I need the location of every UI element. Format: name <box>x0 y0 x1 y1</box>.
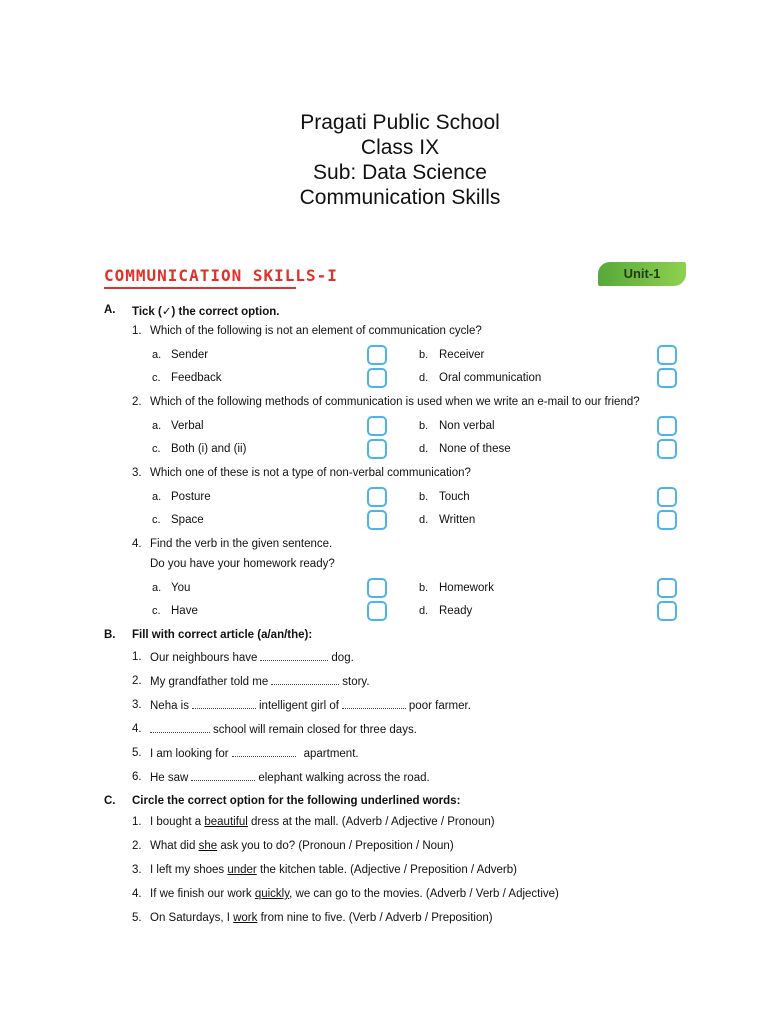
option-text: Space <box>171 514 204 526</box>
unit-badge: Unit-1 <box>598 262 686 286</box>
option-letter: c. <box>152 514 161 526</box>
option-checkbox[interactable] <box>657 439 677 459</box>
unit-title-underline <box>104 287 296 289</box>
option-letter: b. <box>419 420 429 432</box>
item-number: 4. <box>132 723 142 735</box>
question-number: 2. <box>132 396 142 408</box>
option-checkbox[interactable] <box>367 510 387 530</box>
option-letter: d. <box>419 372 429 384</box>
option-checkbox[interactable] <box>657 510 677 530</box>
underlined-sentence: I bought a beautiful dress at the mall. (Adverb / Adjective / Pronoun) <box>150 816 495 828</box>
document-header <box>0 110 768 210</box>
option-letter: c. <box>152 605 161 617</box>
class-name: Class IX <box>360 136 440 159</box>
blank[interactable] <box>232 747 296 757</box>
unit-title: COMMUNICATION SKILLS-I <box>104 266 338 285</box>
question-text: Which of the following is not an element of communication cycle? <box>150 325 482 337</box>
option-letter: a. <box>152 349 162 361</box>
option-text: Non verbal <box>439 420 495 432</box>
option-letter: d. <box>419 443 429 455</box>
topic-name: Communication Skills <box>299 186 501 209</box>
section-b-title: Fill with correct article (a/an/the): <box>132 629 313 641</box>
blank[interactable] <box>271 675 339 685</box>
option-checkbox[interactable] <box>367 439 387 459</box>
item-number: 1. <box>132 651 142 663</box>
option-checkbox[interactable] <box>657 601 677 621</box>
underlined-word: beautiful <box>204 816 248 828</box>
option-checkbox[interactable] <box>367 578 387 598</box>
school-name: Pragati Public School <box>300 111 500 134</box>
section-a-letter: A. <box>104 304 116 316</box>
option-letter: d. <box>419 514 429 526</box>
blank[interactable] <box>191 771 255 781</box>
fill-blank-sentence: Our neighbours have dog. <box>150 652 354 664</box>
question-text: Which one of these is not a type of non-verbal communication? <box>150 467 471 479</box>
question-number: 3. <box>132 467 142 479</box>
option-checkbox[interactable] <box>367 368 387 388</box>
option-text: Feedback <box>171 372 222 384</box>
item-number: 5. <box>132 912 142 924</box>
option-text: You <box>171 582 191 594</box>
option-checkbox[interactable] <box>657 368 677 388</box>
option-checkbox[interactable] <box>367 601 387 621</box>
blank[interactable] <box>342 699 406 709</box>
option-text: None of these <box>439 443 511 455</box>
underlined-word: under <box>227 864 257 876</box>
option-checkbox[interactable] <box>657 487 677 507</box>
option-text: Sender <box>171 349 209 361</box>
subject-name: Sub: Data Science <box>313 161 487 184</box>
option-text: Written <box>439 514 476 526</box>
item-number: 3. <box>132 864 142 876</box>
option-letter: a. <box>152 582 162 594</box>
option-letter: c. <box>152 443 161 455</box>
underlined-sentence: What did she ask you to do? (Pronoun / Preposition / Noun) <box>150 840 454 852</box>
option-text: Oral communication <box>439 372 542 384</box>
question-sentence: Do you have your homework ready? <box>150 558 335 570</box>
question-text: Which of the following methods of communication is used when we write an e-mail to our friend? <box>150 396 640 408</box>
option-text: Homework <box>439 582 494 594</box>
question-number: 4. <box>132 538 142 550</box>
underlined-word: work <box>233 912 258 924</box>
option-checkbox[interactable] <box>657 578 677 598</box>
item-number: 2. <box>132 675 142 687</box>
blank[interactable] <box>260 651 328 661</box>
option-checkbox[interactable] <box>367 345 387 365</box>
option-text: Verbal <box>171 420 204 432</box>
section-b-letter: B. <box>104 629 116 641</box>
question-text: Find the verb in the given sentence. <box>150 538 333 550</box>
option-letter: a. <box>152 491 162 503</box>
item-number: 2. <box>132 840 142 852</box>
option-letter: a. <box>152 420 162 432</box>
option-checkbox[interactable] <box>657 416 677 436</box>
option-letter: d. <box>419 605 429 617</box>
item-number: 5. <box>132 747 142 759</box>
section-a-title: Tick (✓) the correct option. <box>132 306 280 318</box>
option-checkbox[interactable] <box>657 345 677 365</box>
option-letter: c. <box>152 372 161 384</box>
underlined-sentence: If we finish our work quickly, we can go to the movies. (Adverb / Verb / Adjective) <box>150 888 559 900</box>
item-number: 4. <box>132 888 142 900</box>
underlined-word: quickly <box>254 888 290 900</box>
option-letter: b. <box>419 582 429 594</box>
blank[interactable] <box>150 723 210 733</box>
option-checkbox[interactable] <box>367 416 387 436</box>
item-number: 3. <box>132 699 142 711</box>
fill-blank-sentence: I am looking for apartment. <box>150 748 359 760</box>
section-c-letter: C. <box>104 795 116 807</box>
option-text: Have <box>171 605 198 617</box>
fill-blank-sentence: school will remain closed for three days. <box>150 723 417 736</box>
item-number: 6. <box>132 771 142 783</box>
option-text: Receiver <box>439 349 485 361</box>
section-c-title: Circle the correct option for the following underlined words: <box>132 795 461 807</box>
question-number: 1. <box>132 325 142 337</box>
option-checkbox[interactable] <box>367 487 387 507</box>
item-number: 1. <box>132 816 142 828</box>
fill-blank-sentence: Neha is intelligent girl of poor farmer. <box>150 700 471 712</box>
underlined-sentence: I left my shoes under the kitchen table. (Adjective / Preposition / Adverb) <box>150 864 517 876</box>
option-text: Ready <box>439 605 473 617</box>
option-text: Posture <box>171 491 211 503</box>
option-text: Touch <box>439 491 470 503</box>
underlined-sentence: On Saturdays, I work from nine to five. (Verb / Adverb / Preposition) <box>150 912 493 924</box>
option-letter: b. <box>419 491 429 503</box>
underlined-word: she <box>198 840 218 852</box>
fill-blank-sentence: He saw elephant walking across the road. <box>150 772 430 784</box>
option-text: Both (i) and (ii) <box>171 443 247 455</box>
option-letter: b. <box>419 349 429 361</box>
blank[interactable] <box>192 699 256 709</box>
fill-blank-sentence: My grandfather told me story. <box>150 676 370 688</box>
